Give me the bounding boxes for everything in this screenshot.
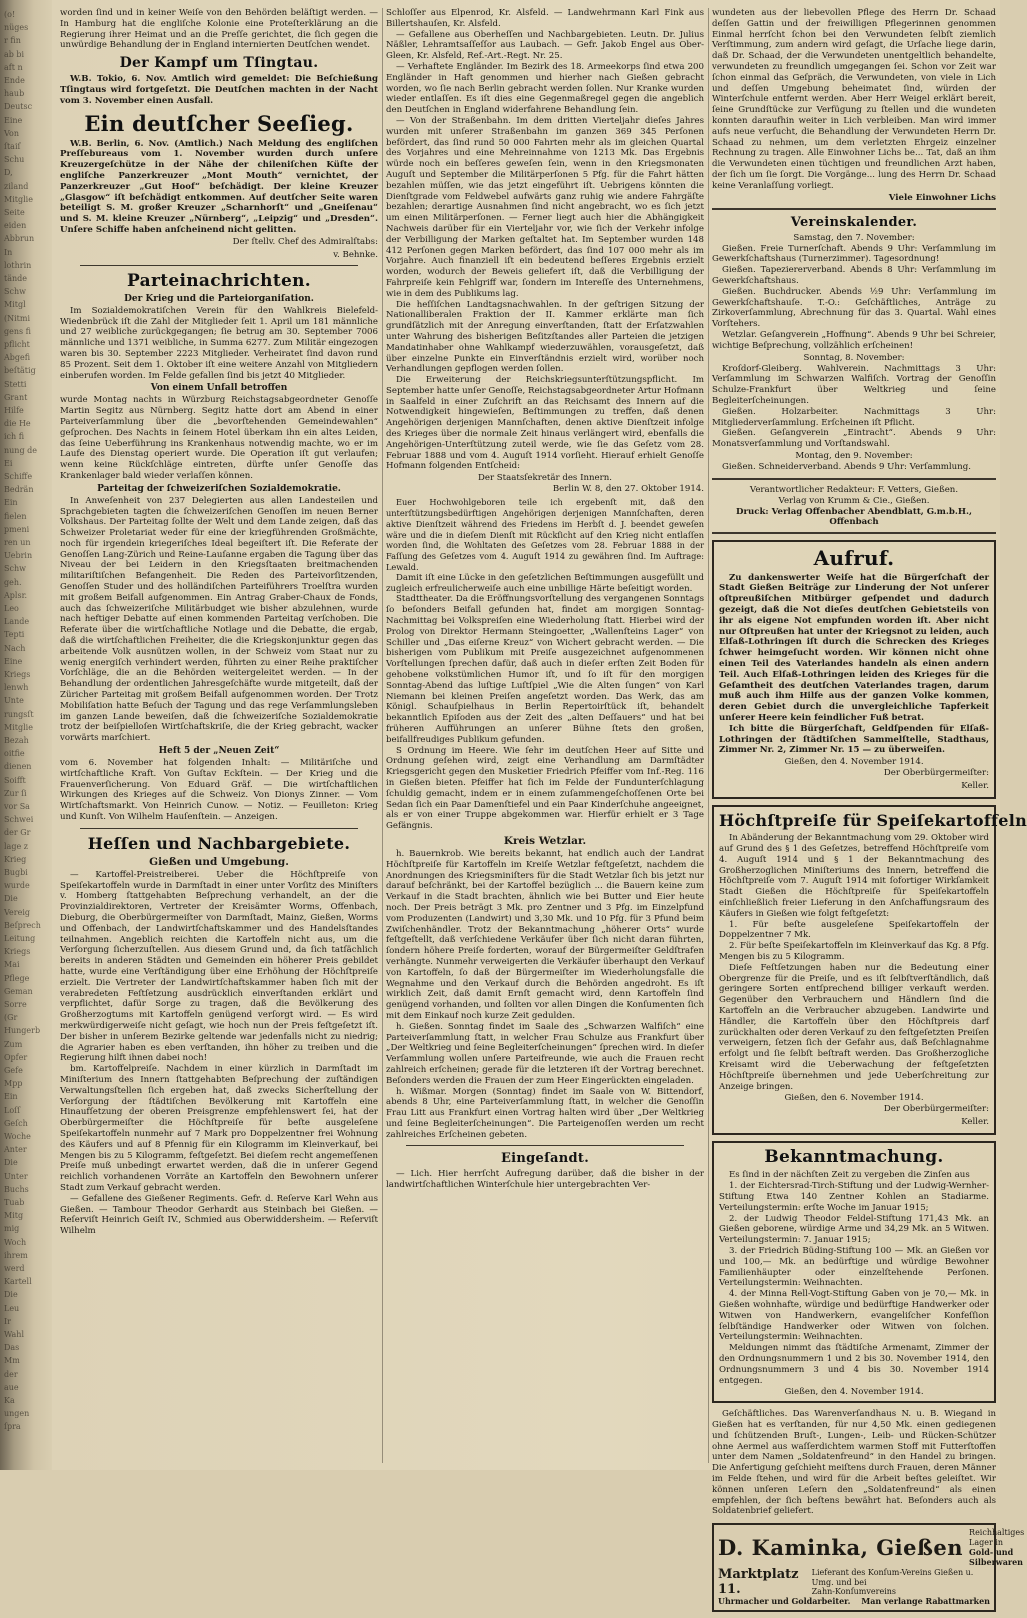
signature: Keller. xyxy=(961,1117,989,1128)
notice-aufruf xyxy=(712,540,996,800)
notice-body: In Abänderung der Bekanntmachung vom 29. Oktober wird auf Grund des § 1 des Geſetzes, betreffend Höchſtpreiſe vom 4. Auguſt 1914 und § 1 der Bekanntmachung des Großherzoglichen Miniſteriums des Innern, betreffend die Höchſtpreiſe vom 7. Auguſt 1914 mit ſofortiger Wirkſamkeit Stadt Gießen die Höchſtpreiſe für Speiſekartoffeln einſchließlich freier Lieferung in den Anſchaffungsraum des Käufers in Gießen wie folgt feſtgeſetzt: xyxy=(719,833,989,919)
headline-bekanntmachung: Bekanntmachung. xyxy=(764,1147,944,1168)
notice-date: Gießen, den 4. November 1914. xyxy=(784,757,924,768)
article-body: h. Bauernkrob. Wie bereits bekannt, hat endlich auch der Landrat Höchſtpreiſe für Kartoffeln im Kreiſe Wetzlar feſtgeſetzt, nachdem die Anordnungen des Kriegsminiſters für die Stadt Wetzlar ſich bis jetzt nur darauf beſchränkt, bei der Kartoffel bezüglich ... die Bauern keine zum Verkauf in die Stadt brachten, ähnlich wie bei Butter und Eier heute noch. Der Preis beträgt 3 Mk. pro Zentner und 3 Pfg. im Einzelpfund vom Produzenten (Landwirt) und 3,30 Mk. und 10 Pfg. für 3 Pfund beim Zwiſchenhändler. Trotz der Bekanntmachung „höherer Orts“ wurde feſtgeſtellt, daß verſchiedene Verkäufer über ſich nicht daran führten, ſondern höhere Preiſe forderten, worauf der Bürgermeiſter Geldſtrafen verhängte. Nunmehr verweigerten die Verkäufer überhaupt den Verkauf von Kartoffeln, ſo daß der Bürgermeiſter im Wiederholungsfalle die Wegnahme und den Verkauf durch die Behörden angedroht. Es iſt wirklich Zeit, daß damit Ernſt gemacht wird, denn Kartoffeln ſind genügend vorhanden, und ſollten vor allen Dingen die Konſumenten ſich mit dem Einkauf noch kurze Zeit gedulden. xyxy=(386,848,704,1021)
binding-fragment: Eine xyxy=(4,115,23,125)
binding-fragment: Wahl xyxy=(4,1330,25,1339)
column-2 xyxy=(386,8,704,1191)
calendar-date: Montag, den 9. November: xyxy=(795,450,913,461)
divider xyxy=(712,478,996,480)
binding-fragment: rungsſt xyxy=(4,709,34,719)
calendar-entry: Gießen. Geſangverein „Eintracht“. Abends 9 Uhr: Monatsverſammlung und Vorſtandswahl. xyxy=(712,428,996,450)
binding-fragment: Mitg xyxy=(4,1211,24,1221)
binding-fragment: Unter xyxy=(4,1171,28,1181)
binding-fragment: (Nitmi xyxy=(4,313,31,323)
headline-seesieg: Ein deutſcher Seeſieg. xyxy=(84,110,354,136)
binding-fragment: Geman xyxy=(4,986,33,996)
binding-fragment: vor Sa xyxy=(4,802,30,811)
signature: Keller. xyxy=(961,781,989,792)
binding-fragment: ziland xyxy=(4,181,29,191)
calendar-list xyxy=(712,244,996,352)
letter-body: Euer Hochwohlgeboren teile ich ergebenſt mit, daß den unterſtützungsbedürftigen Angehörigen derjenigen Mannſchaften, deren aktive Dienſtzeit während des Friedens im Herbſt d. J. beendet geweſen wäre und die in dieſem Dienſt mit Rückſicht auf den Krieg nicht entlaſſen worden ſind, die Wohltaten des Geſetzes vom 28. Februar 1888 in der Faſſung des Geſetzes vom 4. Auguſt 1914 zu gewähren ſind. Im Auftrage: Lewald. xyxy=(386,497,704,573)
binding-fragment: dienen xyxy=(4,762,32,772)
binding-fragment: oitfie xyxy=(4,749,25,759)
binding-fragment: Die xyxy=(4,894,18,904)
foundation-entry: 4. der Minna Rell-Vogt-Stiftung Gaben von je 70,— Mk. in Gießen wohnhafte, würdige und bedürftige Handwerker oder Witwen von Handwerkern, evangeliſcher Konfeſſion ſelbſtändige Handwerker oder Witwen von ſolchen. Verteilungstermin: Weihnachten. xyxy=(719,1289,989,1343)
binding-fragment: Bugbi xyxy=(4,868,28,877)
binding-fragment: nung de xyxy=(4,445,37,455)
foundation-entry: 2. der Ludwig Theodor Feldel-Stiftung 171,43 Mk. an Gießen geborene, würdige Arme und 34,29 Mk. an 5 Witwen. Verteilungstermin: 7. Januar 1915; xyxy=(719,1213,989,1246)
ad-firm-name: D. Kaminka, Gießen xyxy=(718,1535,964,1561)
headline-aufruf: Aufruf. xyxy=(813,545,895,570)
binding-fragment: Zum xyxy=(4,1039,23,1049)
article-body: Schloſſer aus Elpenrod, Kr. Alsfeld. — Landwehrmann Karl Fink aus Billertshauſen, Kr. Alsfeld. xyxy=(386,8,704,29)
binding-fragment: Nach xyxy=(4,643,26,653)
column-divider xyxy=(708,8,709,1463)
impressum: Verantwortlicher Redakteur: F. Vetters, Gießen. xyxy=(749,484,959,495)
binding-fragment: Bezah xyxy=(4,736,29,745)
foundation-list xyxy=(719,1181,989,1343)
binding-fragment: mig xyxy=(4,1224,20,1234)
binding-fragment: r fin xyxy=(4,36,21,46)
binding-fragment: Lande xyxy=(4,617,30,627)
article-body: — Kartoffel-Preistreiberei. Ueber die Höchſtpreiſe von Speiſekartoffeln wurde in Darmſtadt in einer unter Vorſitz des Miniſters v. Homberg ſtattgehabten Beſprechung verhandelt, an der die Provinzialdirektoren, Vertreter der Kreisämter Worms, Offenbach, Dieburg, die Oberbürgermeiſter von Darmſtadt, Mainz, Gießen, Worms und Offenbach, der Landwirtſchaftskammer und des Handelsſtandes teilnahmen. Angeblich reichten die Kartoffeln nicht aus, um die Verſorgung ſicherzuſtellen. Aus diesem Grund und, da ſich tatſächlich bereits in anderen Städten und Gemeinden ein höherer Preis gebildet hatte, wurde eine Verſtändigung über eine Erhöhung der Höchſtpreiſe erzielt. Die Vertreter der Landwirtſchaftskammer haben ſich mit der verabredeten Feſtſetzung ausdrücklich einverſtanden erklärt und verpflichtet, dafür Sorge zu tragen, daß die Bevölkerung des Großherzogtums mit Kartoffeln genügend verſorgt wird. — Es wird merkwürdigerweiſe nicht geſagt, wie hoch nun der Preis feſtgeſetzt iſt. Der bisher in unſerem Bezirke geltende war jedenfalls nicht zu niedrig; die Agrarier haben es eben verſtanden, ihn höher zu treiben und die Regierung hilft ihnen dabei noch! xyxy=(60,869,378,1064)
calendar-entry: Wetzlar. Geſangverein „Hoffnung“. Abends 9 Uhr bei Schreier, wichtige Beſprechung, vollzählich erſcheinen! xyxy=(712,329,996,351)
binding-fragment: Schiffe xyxy=(4,472,33,481)
binding-fragment: tände xyxy=(4,274,27,283)
calendar-entry: Kroſdorf-Gleiberg. Wahlverein. Nachmittags 3 Uhr: Verſammlung im Schwarzen Walfiſch. Vortrag der Genoſſin Schulze-Frankfurt über Weltkrieg und ſeine Begleiterſcheinungen. xyxy=(712,363,996,406)
binding-fragment: aue xyxy=(4,1382,19,1392)
subheading: Von einem Unfall betroffen xyxy=(150,383,288,394)
binding-fragment: Das xyxy=(4,1343,20,1353)
divider xyxy=(80,265,358,266)
binding-fragment: Hilfe xyxy=(4,406,24,415)
ad-line: Zahn-Konſumvereins xyxy=(811,1587,897,1597)
binding-fragment: (o! xyxy=(4,10,16,19)
column-3 xyxy=(712,8,1027,1618)
binding-fragment: eiden xyxy=(4,221,27,231)
article-body: wurde Montag nachts in Würzburg Reichstagsabgeordneter Genoſſe Martin Segitz aus Nürnberg. Segitz hatte dort am Abend in einer Parteiverſammlung über die „bevorſtehenden Gemeindewahlen“ geſprochen. Des Nachts in ſeinem Hotel überkam ihn ein altes Leiden, das ſeine Ueberführung ins Krankenhaus notwendig machte, wo er im Laufe des Dienstag operiert wurde. Die Operation iſt gut verlaufen; wenn keine Rückſchläge eintreten, dürfte unſer Genoſſe das Krankenlager bald wieder verlaſſen können. xyxy=(60,395,378,481)
foundation-entry: 3. der Friedrich Büding-Stiftung 100 — Mk. an Gießen vor und 100,— Mk. an bedürftige und würdige Bewohner Familienhäupter oder einzelſtehende Perſonen. Verteilungstermin: Weihnachten. xyxy=(719,1245,989,1289)
article-tsingtau: W.B. Tokio, 6. Nov. Amtlich wird gemeldet: Die Beſchießung Tſingtaus wird fortgeſetzt. Die Deutſchen machten in der Nacht vom 3. November einen Ausfall. xyxy=(60,74,378,106)
article-body: h. Wißmar. Morgen (Sonntag) findet im Saale von W. Bittendorf, abends 8 Uhr, eine Parteiverſammlung ſtatt, in welcher die Genoſſin Frau Litt aus Frankfurt einen Vortrag halten wird über „Der Weltkrieg und ſeine Begleiterſcheinungen“. Die Parteigenoſſen werden um recht zahlreiches Erſcheinen gebeten. xyxy=(386,1086,704,1140)
binding-fragment: Uebrin xyxy=(4,551,33,561)
binding-fragment: In xyxy=(4,247,13,257)
binding-fragment: Pflege xyxy=(4,973,30,983)
subheading: Der Krieg und die Parteiorganiſation. xyxy=(124,293,314,304)
headline-tsingtau: Der Kampf um Tſingtau. xyxy=(119,55,319,72)
calendar-list xyxy=(712,364,996,450)
intro-text: worden ſind und in keiner Weiſe von den Behörden beläſtigt werden. — In Hamburg hat die engliſche Kolonie eine Proteſterklärung an die Regierung ihrer Heimat und an die Preſſe gerichtet, die ſich gegen die unwürdige Behandlung der in England internierten Deutſchen wendet. xyxy=(60,8,378,51)
subheading: Gießen und Umgebung. xyxy=(149,855,289,868)
impressum: Verlag von Krumm & Cie., Gießen. xyxy=(778,495,930,506)
binding-fragment: werd xyxy=(4,1264,25,1273)
binding-fragment: nüges xyxy=(4,23,29,33)
article-body: Stadttheater. Da die Eröffnungsvorſtellung des vergangenen Sonntags ſo beſonders Beifall gefunden hat, findet am morgigen Sonntag-Nachmittag bei Volkspreiſen eine Wiederholung ſtatt. Hierbei wird der Prolog von Direktor Hermann Steingoetter, „Wallenſteins Lager“ von Schiller und „Das eiſerne Kreuz“ von Wichert gebracht werden. — Die bisherigen vom Publikum mit Preiſe ausgezeichnet aufgenommenen Vorſtellungen ſprechen dafür, daß auch in dieſer erſten Zeit Boden für gehobene volkstümlichen Humor iſt, und ſo iſt für den morgigen Sonntag-Abend das luſtige Luſtſpiel „Wie die Alten ſungen“ von Karl Niemann bei kleinen Preiſen angeſetzt worden. Das Werk, das am Königl. Schauſpielhaus in Berlin Repertoirſtück iſt, behandelt bekanntlich Epiſoden aus der Zeit des „alten Deſſauers“ und hat bei früheren Aufführungen an unſerer Bühne ſtets den großen, beifallfreudiges Publikum gefunden. xyxy=(386,594,704,745)
article-body: — Lich. Hier herrſcht Aufregung darüber, daß die bisher in der landwirtſchaftlichen Winterſchule hier untergebrachten Ver- xyxy=(386,1169,704,1191)
binding-fragment: Leitung xyxy=(4,934,36,943)
binding-fragment: gens fi xyxy=(4,326,31,336)
binding-fragment: Tuab xyxy=(4,1198,25,1207)
binding-fragment: Schw xyxy=(4,564,26,574)
binding-fragment: Kartell xyxy=(4,1277,32,1287)
binding-fragment: (Gr xyxy=(4,1013,18,1023)
binding-fragment: Eine xyxy=(4,656,23,666)
binding-fragment: Beſprech xyxy=(4,920,41,930)
binding-fragment: Grant xyxy=(4,392,28,402)
binding-fragment: Tepti xyxy=(4,630,25,640)
divider xyxy=(80,828,358,829)
notice-bekanntmachung xyxy=(712,1141,996,1403)
calendar-list xyxy=(712,462,996,473)
binding-fragment: pmeni xyxy=(4,524,30,534)
binding-fragment: geh. xyxy=(4,577,22,587)
binding-fragment: aft n xyxy=(4,62,23,72)
binding-fragment: beſtätig xyxy=(4,366,36,376)
binding-fragment: Ein xyxy=(4,1092,18,1102)
article-body: Die Erweiterung der Reichskriegsunterſtützungspflicht. Im September hatte unſer Genoſſe, Reichstagsabgeordneter Artur Hofmann in Saalfeld in einer Zuſchrift an das Reichsamt des Innern auf die Notwendigkeit hingewieſen, Beſtimmungen zu treffen, daß denen Angehörigen derjenigen Mannſchaften, denen aktive Dienſtzeit infolge des Krieges über die normale Zeit hinaus verlängert wird, ebenfalls die Angehörigen-Unterſtützung zuteil werde, wie ſie das Geſetz vom 28. Februar 1888 und vom 4. Auguſt 1914 vorſieht. Hierauf erhielt Genoſſe Hofmann folgenden Entſcheid: xyxy=(386,375,704,472)
binding-fragment: Kriegs xyxy=(4,670,31,679)
binding-fragment: Bedrän xyxy=(4,485,34,495)
notice-body: Meldungen nimmt das ſtädtiſche Armenamt, Zimmer der den Ordnungsnummern 1 und 2 bis 30. November 1914, den Ordnungsnummern 3 und 4 bis 30. November 1914 entgegen. xyxy=(719,1343,989,1386)
article-body: Im Sozialdemokratiſchen Verein für den Wahlkreis Bielefeld-Wiedenbrück iſt die Zahl der Mitglieder ſeit 1. April um 181 männliche und 27 weibliche zurückgegangen; ſie betrug am 30. September 7006 männliche und 1371 weibliche, in Summa 6277. Zum Militär eingezogen waren bis 30. September 2223 Mitglieder. Verheiratet ſind davon rund 85 Prozent. Seit dem 1. Oktober iſt eine weitere Anzahl von Mitgliedern einberufen worden. Im Felde gefallen ſind bis jetzt 40 Mitglieder. xyxy=(60,305,378,381)
binding-fragment: pflicht xyxy=(4,340,30,349)
article-body: bm. Kartoffelpreiſe. Nachdem in einer kürzlich in Darmſtadt im Miniſterium des Innern ſtattgehabten Beſprechung der zuſtändigen Verwaltungsſtellen ſich ergeben hat, daß zwecks Sicherſtellung der Verſorgung der ſtädtiſchen Bevölkerung mit Kartoffeln eine Hinaufſetzung der oberen Preisgrenze empfehlenswert ſei, hat der Oberbürgermeiſter die Höchſtpreiſe für beſte ausgeleſene Speiſekartoffeln nunmehr auf 7 Mark pro Doppelzentner frei Wohnung des Käufers und auf 8 Pfennig für ein Kilogramm im Kleinverkauf, bei Mengen bis zu 5 Kilogramm, feſtgeſetzt. Bei dieſem recht angemeſſenen Preiſe muß unbedingt erwartet werden, daß die in unſerer Gegend reichlich vorhandenen Vorräte an Kartoffeln den Bewohnern unſerer Stadt zum Verkauf gebracht werden. xyxy=(60,1064,378,1193)
binding-edge xyxy=(0,0,52,1470)
binding-fragment: lenwh xyxy=(4,683,29,693)
binding-fragment: Von xyxy=(4,128,20,138)
headline-parteinachrichten: Parteinachrichten. xyxy=(127,270,311,291)
binding-fragment: der Gr xyxy=(4,828,31,838)
calendar-date: Samstag, den 7. November: xyxy=(793,232,915,243)
headline-wetzlar: Kreis Wetzlar. xyxy=(503,834,587,847)
binding-fragment: Krieg xyxy=(4,854,27,864)
headline-vereinskalender: Vereinskalender. xyxy=(790,214,918,230)
binding-fragment: ren un xyxy=(4,538,31,547)
binding-fragment: Loſſ xyxy=(4,1105,21,1115)
binding-fragment: Woch xyxy=(4,1237,27,1247)
price-entry: 1. Für beſte ausgeleſene Speiſekartoffeln der Doppelzentner 7 Mk. xyxy=(719,919,989,941)
binding-fragment: ab bi xyxy=(4,49,25,59)
binding-fragment: lothrin xyxy=(4,260,32,270)
binding-fragment: Ende xyxy=(4,76,25,85)
binding-fragment: Hungerb xyxy=(4,1026,41,1036)
binding-fragment: Unte xyxy=(4,696,24,706)
calendar-entry: Gießen. Buchdrucker. Abends ½9 Uhr: Verſammlung im Gewerkſchaftshauſe. T.-O.: Geſchäftliches, Anträge zu Zirkoverſammlung, Abrechnung für das 3. Quartal. Wahl eines Vorſtehers. xyxy=(712,286,996,330)
article-seesieg: W.B. Berlin, 6. Nov. (Amtlich.) Nach Meldung des engliſchen Preſſebureaus vom 1. November wurden durch unſere Kreuzergeſchütze in der Nähe der chileniſchen Küſte der engliſche Panzerkreuzer „Mont Mouth“ vernichtet, der Panzerkreuzer „Gut Hoof“ beſchädigt. Der kleine Kreuzer „Glasgow“ iſt beſchädigt entkommen. Auf deutſcher Seite waren beteiligt S. M. großer Kreuzer „Scharnhorſt“ und „Gneiſenau“ und S. M. kleine Kreuzer „Nürnberg“, „Leipzig“ und „Dresden“. Unſere Schiffe haben anſcheinend nicht gelitten. xyxy=(60,138,378,235)
article-body: — Von der Straßenbahn. Im dem dritten Vierteljahr dieſes Jahres wurden mit unſerer Straßenbahn im ganzen 369 345 Perſonen befördert, das ſind rund 50 000 Fahrten mehr als im gleichen Quartal des Vorjahres und eine Mehreinnahme von 1213 Mk. Das Ergebnis würde noch ein beſſeres geweſen ſein, wenn in den Kriegsmonaten Auguſt und September die Militärperſonen 5 Pfg. für die Fahrt hätten bezahlen müſſen, wie das jetzt eingeführt iſt. Uebrigens könnten die Dienſtgrade vom Feldwebel aufwärts ganz ruhig wie andere Fahrgäſte bezahlen; derartige Ausnahmen ſind nicht angebracht, wo es ſich jetzt um einen Militärperſonen. — Ferner liegt auch hier die Abhängigkeit Nachweis darüber für ein Vierteljahr vor, wie ſich der Verkehr infolge der Verbilligung der Marken geſtaltet hat. Im September wurden 148 412 Perſonen gegen Marken befördert, das ſind 107 000 mehr als im Vorjahre. Auch finanziell iſt ein bedeutend beſſeres Ergebnis erzielt worden, wodurch der Beweis geliefert iſt, daß die Verbilligung der Fahrpreiſe kein Fehlgriff war, ſondern im Intereſſe des Unternehmens, wie in dem des Publikums lag. xyxy=(386,115,704,299)
binding-fragment: ſpra xyxy=(4,1422,21,1432)
article-body: wundeten aus der liebevollen Pflege des Herrn Dr. Schaad deſſen Gattin und der freiwilligen Pflegerinnen genommen Einmal herrſcht ſchon bei den Verwundeten ſelbſt ziemlich Verſtimmung, zum andern wird geſagt, die Urſache liege darin, daß Dr. Schaad, der die Verwundeten unentgeltlich behandelte, verwundeten zu freundlich umgegangen ſei. Schon vor Zeit war ſchon einmal das Geſpräch, die Verwundeten, von viele in Lich und deſſen Umgebung beheimatet ſind, würden der Winterſchule entfernt werden. Aber Herr Weigel erklärt bereit, ſeine Grundſtücke zur Verfügung zu ſtellen und die wundeten konnten daraufhin weiter in Lich verbleiben. Man wird immer aufs neue verſucht, die Behandlung der Verwundeten Herrn Dr. Schaad zu nehmen, um dem verletzten Ehrgeiz einzelner Rechnung zu tragen. Alle Einwohner Lichs be... Tat, daß an ihm die Verwundeten einen tüchtigen und freundlichen Arzt haben, der ſich um ſie ſorgt. Die Vorgänge... lung des Herrn Dr. Schaad keine Veranlaſſung vorliegt. xyxy=(712,8,996,191)
ad-top-row xyxy=(718,1528,1025,1567)
binding-fragment: Die xyxy=(4,1290,18,1300)
article-body: h. Gießen. Sonntag findet im Saale des „Schwarzen Walfiſch“ eine Parteiverſammlung ſtatt, in welcher Frau Schulze aus Frankfurt über „Der Weltkrieg und ſeine Begleiterſcheinungen“ ſprechen wird. In dieſer Verſammlung wollen unſere Parteifreunde, wie auch die Frauen recht zahlreich erſcheinen; gerade für die letzteren iſt der Vortrag berechnet. Beſonders werden die Frauen der zum Heer Eingerückten eingeladen. xyxy=(386,1021,704,1086)
notice-date: Gießen, den 6. November 1914. xyxy=(784,1093,924,1104)
binding-fragment: Mai xyxy=(4,960,20,970)
divider xyxy=(712,532,996,534)
letter-date: Berlin W. 8, den 27. Oktober 1914. xyxy=(552,484,704,495)
ad-trade: Uhrmacher und Goldarbeiter. xyxy=(718,1596,851,1607)
calendar-date: Sonntag, 8. November: xyxy=(803,352,905,363)
binding-fragment: Aplsr. xyxy=(4,590,28,600)
binding-fragment: Die xyxy=(4,1158,18,1168)
impressum: Druck: Verlag Offenbacher Abendblatt, G.m.b.H., Offenbach xyxy=(736,506,972,527)
binding-fragment: Leu xyxy=(4,1303,20,1313)
ad-address: Marktplatz 11. xyxy=(718,1567,799,1598)
subheading: Parteitag der ſchweizeriſchen Sozialdemokratie. xyxy=(97,483,341,494)
binding-fragment: Sorre xyxy=(4,1000,27,1009)
subheading: Heft 5 der „Neuen Zeit“ xyxy=(158,746,280,757)
binding-fragment: Zur ſi xyxy=(4,788,27,798)
ad-details xyxy=(969,1528,1024,1567)
binding-fragment: Mitgl xyxy=(4,300,26,310)
notice-body: Ich bitte die Bürgerſchaft, Geldſpenden für Elſaß-Lothringen der ſtädtiſchen Sammelſtelle, Stadthaus, Zimmer Nr. 2, Zimmer Nr. 15 — zu überweiſen. xyxy=(719,723,989,756)
signature: v. Behnke. xyxy=(333,249,378,260)
calendar-entry: Gießen. Holzarbeiter. Nachmittags 3 Uhr: Mitgliederverſammlung. Erſcheinen iſt Pflicht. xyxy=(712,406,996,428)
binding-fragment: Mitglie xyxy=(4,194,33,204)
divider xyxy=(406,1145,684,1146)
notice-body: Es ſind in der nächſten Zeit zu vergeben die Zinſen aus xyxy=(729,1170,970,1181)
signature: Viele Einwohner Lichs xyxy=(888,192,996,203)
ad-line: Gold- und Silberwaren xyxy=(969,1546,1023,1567)
ad-bottom-row xyxy=(718,1597,990,1607)
binding-fragment: Ka xyxy=(4,1396,15,1405)
signature: Der ſtellv. Chef des Admiralſtabs: xyxy=(232,236,378,247)
price-list xyxy=(719,920,989,963)
binding-fragment: Geſch xyxy=(4,1118,28,1128)
binding-fragment: Abgefi xyxy=(4,353,31,363)
binding-fragment: ich fi xyxy=(4,432,25,442)
headline-hoechstpreise: Höchſtpreiſe für Speiſekartoffeln xyxy=(719,811,1027,831)
headline-hessen: Heſſen und Nachbargebiete. xyxy=(87,833,351,853)
calendar-entry: Gießen. Tapeziererverband. Abends 8 Uhr: Verſammlung im Gewerkſchaftshaus. xyxy=(712,265,996,286)
letter-heading: Der Staatsſekretär des Innern. xyxy=(477,473,612,484)
article-body: S Ordnung im Heere. Wie ſehr im deutſchen Heer auf Sitte und Ordnung geſehen wird, zeigt eine Verhandlung am Darmſtädter Kriegsgericht gegen den Musketier Friedrich Pfeiffer vom Inf.-Reg. 116 in Gießen bieten. Pfeiffer hat ſich im Felde der Fundunterſchlagung ſchuldig gemacht, indem er in einem zuſammengeſchoſſenen Orte bei Sedan ſich ein Paar Damenſtiefel und ein Paar Kinderſchuhe angeeignet, als er von einer Truppe abgekommen war. Hierfür erhielt er 3 Tage Gefängnis. xyxy=(386,745,704,832)
signature: Der Oberbürgermeiſter: xyxy=(883,768,989,779)
binding-fragment: fielen xyxy=(4,511,27,521)
divider xyxy=(712,208,996,210)
binding-fragment: Ein xyxy=(4,498,18,508)
calendar-entry: Gießen. Freie Turnerſchaft. Abends 9 Uhr: Verſammlung im Gewerkſchaftshaus (Turnerzimmer). Tagesordnung! xyxy=(712,243,996,265)
binding-fragment: Gefe xyxy=(4,1066,23,1075)
binding-fragment: Vereig xyxy=(4,907,31,917)
column-1 xyxy=(60,8,378,1237)
article-body: Die heſſiſchen Landtagsnachwahlen. In der geſtrigen Sitzung der Nationalliberalen Fraktion der II. Kammer erklärte man ſich grundſätzlich mit der Anregung einverſtanden, ſtatt der Erſatzwahlen unter Wahrung des bisherigen Beſitzſtandes aller Parteien die jetzigen Mandatinhaber ohne Wahlkampf wiederzuwählen, vorausgeſetzt, daß über einzelne Punkte ein Einverſtändnis erzielt wird, worüber noch Verhandlungen gepflogen werden ſollen. xyxy=(386,299,704,375)
binding-fragment: Kriegs xyxy=(4,947,31,957)
ad-line: Lieferant des Konſum-Vereins Gießen u. Umg. und bei xyxy=(811,1567,974,1587)
article-soldatenfreund: Geſchäftliches. Das Warenverſandhaus N. u. B. Wiegand in Gießen hat es verſtanden, für nur 4,50 Mk. einen gediegenen und ſchützenden Bruſt-, Lungen-, Leib- und Rücken-Schützer ohne Aermel aus waſſerdichtem warmen Stoff mit Futterſtoffen unter dem Namen „Soldatenfreund“ in den Handel zu bringen. Die Anfertigung geſchieht meiſtens durch Frauen, deren Männer im Felde ſtehen, und wird für die Arbeit beſtes geleiſtet. Wir können unſeren Leſern den „Soldatenfreund“ als einen empfehlen, der ſich beſtens bewährt hat. Beſonders auch als Soldatenbrief geliefert. xyxy=(712,1409,996,1517)
binding-fragment: die He xyxy=(4,419,31,429)
binding-fragment: Schu xyxy=(4,155,25,165)
headline-eingesandt: Eingeſandt. xyxy=(500,1151,590,1167)
binding-fragment: ihrem xyxy=(4,1250,28,1260)
binding-fragment: Opfer xyxy=(4,1052,28,1062)
article-body: In Anweſenheit von 237 Delegierten aus allen Landesteilen und Sprachgebieten tagten die ſchweizeriſchen Genoſſen im neuen Berner Volkshaus. Der Parteitag ſollte der Welt und dem Lande zeigen, daß das Schweizer Proletariat weder für eine der kriegführenden Großmächte, noch für irgendein kriegeriſches Ideal begeiſtert iſt. Die Referate der Genoſſen Lang-Zürich und Reine-Lauſanne ergaben die Tagung über das Niveau der bei Leidern in den Kriegsſtaaten breitmachenden militariſtiſchen Befangenheit. Die Reden des Parteivorſitzenden, Genoſſen Studer und des holländiſchen Parteiführers Troelſtra wurden mit großem Beifall aufgenommen. Ein Antrag Graber-Chaux de Fonds, auch das ſchweizeriſche Militärbudget wie bisher abzulehnen, wurde nach heftiger Debatte auf einen kommenden Parteitag verſchoben. Die Referate über die wirtſchaftliche Notlage und die Debatte, die ergab, daß die wirtſchaftlichen Freiheiter, die die Kriegskonjunktur gegen das arbeitende Volk ausnützen wollen, in der Schweiz vom Staat nur zu wenig energiſch verhindert werden, führten zu einer Reihe praktiſcher Vorſchläge, die an die Behörden weitergeleitet werden. — In der Behandlung der ordentlichen Jahresgeſchäfte wurde mitgeteilt, daß der Züricher Parteitag mit großem Beifall aufgenommen worden. Der Trotz Mobiliſation hatte Beſuch der Tagung und das rege Verſammlungsleben im ganzen Lande beweiſen, daß die ſchweizeriſche Sozialdemokratie trotz der beiſpielloſen Wirtſchaftskriſe, die der Krieg gebracht, wacker vorwärts marſchiert. xyxy=(60,495,378,744)
binding-fragment: ungen xyxy=(4,1409,30,1419)
article-body: Damit iſt eine Lücke in den geſetzlichen Beſtimmungen ausgefüllt und zugleich erfreulicherweiſe auch eine unbillige Härte beſeitigt worden. xyxy=(386,572,704,594)
ad-line: Reichhaltiges Lager in xyxy=(969,1528,1025,1548)
binding-fragment: wurde xyxy=(4,881,30,891)
binding-fragment: lage z xyxy=(4,841,28,851)
binding-fragment: Buchs xyxy=(4,1184,29,1194)
binding-fragment: Mpp xyxy=(4,1079,23,1089)
notice-body: Zu dankenswerter Weiſe hat die Bürgerſchaft der Stadt Gießen Beiträge zur Linderung der Not unſerer oſtpreußiſchen Mitbürger geſpendet und dadurch gezeigt, daß die Not dieſes deutſchen Gebietsteils von ihr als eigene Not empfunden worden iſt. Aber nicht nur Oſtpreußen hat unter der Kriegsnot zu leiden, auch Elſaß-Lothringen iſt durch die Schrecken des Krieges ſchwer heimgeſucht worden. Wir können nicht ohne einen Teil des Vaterlandes handeln als einen andern Teil. Auch Elſaß-Lothringen leiden des Krieges für die Geſamtheit des deutſchen Vaterlandes tragen, darum muß auch ihm Hilfe aus der ganzen Volke kommen, deren Gebiet durch die unvergleichliche Tapferkeit unſerer Heere kein feindlicher Fuß betrat. xyxy=(719,572,989,724)
binding-fragment: Ir xyxy=(4,1316,11,1326)
foundation-entry: 1. der Eichtersrad-Tirch-Stiftung und der Ludwig-Wernher-Stiftung Etwa 140 Zentner Kohlen an Stadiarme. Verteilungstermin: erſte Woche im Januar 1915; xyxy=(719,1181,989,1213)
binding-fragment: haub xyxy=(4,89,25,99)
advertisement-kaminka xyxy=(712,1523,1025,1612)
binding-fragment: Ei xyxy=(4,458,13,468)
article-body: — Gefallene des Gießener Regiments. Gefr. d. Reſerve Karl Wehn aus Gießen. — Tambour Theodor Gerhardt aus Steinbach bei Gießen. — Reſerviſt Heinrich Geiſt IV., Schmied aus Oberwiddersheim. — Reſerviſt Wilhelm xyxy=(60,1193,378,1237)
notice-hoechstpreise xyxy=(712,805,1027,1135)
binding-fragment: Anter xyxy=(4,1145,27,1155)
binding-fragment: Mm xyxy=(4,1356,20,1366)
binding-fragment: ſtaiſ xyxy=(4,142,21,151)
binding-fragment: Schw xyxy=(4,287,26,297)
signature: Der Oberbürgermeiſter: xyxy=(883,1104,989,1115)
ad-middle-row xyxy=(718,1567,990,1597)
calendar-entry: Gießen. Schneiderverband. Abends 9 Uhr: Verſammlung. xyxy=(722,461,971,472)
column-divider xyxy=(382,8,383,1463)
article-body: — Verhaftete Engländer. Im Bezirk des 18. Armeekorps ſind etwa 200 Engländer in Haft genommen und hierher nach Gießen gebracht worden, wo ſie nach Berlin gebracht werden ſollen. Nur Kranke wurden wieder entlaſſen. Es iſt dies eine Gegenmaßregel gegen die angeblich den Deutſchen in England widerfahrene Behandlung ſein. xyxy=(386,61,704,116)
binding-fragment: Woche xyxy=(4,1132,31,1141)
article-body: — Gefallene aus Oberheſſen und Nachbargebieten. Leutn. Dr. Julius Näßler, Lehramtsaſſeſſor aus Laubach. — Gefr. Jakob Engel aus Ober-Gleen, Kr. Alsfeld, Ref.-Art.-Regt. Nr. 25. xyxy=(386,29,704,62)
binding-fragment: Leo xyxy=(4,604,19,613)
binding-fragment: der xyxy=(4,1369,18,1379)
binding-fragment: Soifft xyxy=(4,775,26,785)
binding-fragment: D, xyxy=(4,168,13,178)
binding-fragment: Schwei xyxy=(4,815,34,825)
article-body: vom 6. November hat folgenden Inhalt: — Militäriſche und wirtſchaftliche Kraft. Von Guſtav Eckſtein. — Der Krieg und die Frauenverſicherung. Von Eduard Gräf. — Die wirtſchaftlichen Wirkungen des Krieges auf die Schweiz. Von Dionys Zinner. — Vom Wirtſchaftsmarkt. Von Heinrich Cunow. — Notiz. — Feuilleton: Krieg und Kunſt. Von Wilhelm Hauſenſtein. — Anzeigen. xyxy=(60,758,378,823)
binding-fragment: Seite xyxy=(4,208,25,217)
binding-fragment: Mitglie xyxy=(4,722,33,732)
binding-fragment: Deutsc xyxy=(4,102,33,112)
notice-body: Dieſe Feſtſetzungen haben nur die Bedeutung einer Obergrenze für die Preiſe, und es iſt ſelbſtverſtändlich, daß geringere Sorten entſprechend billiger verkauft werden. Gegenüber den Verbrauchern und Händlern ſind die Kartoffeln an die Verbraucher abzugeben. Landwirte und Händler, die Kartoffeln über den Höchſtpreis darf zurückhalten oder deren Verkauf zu den feſtgeſetzten Preiſen verweigern, ſetzen ſich der Gefahr aus, daß Beſchlagnahme erfolgt und ſie ſelbſt beſtraft werden. Das Großherzogliche Kreisamt wird die Ueberwachung der feſtgeſetzten Höchſtpreiſe übernehmen und jede Ueberſchreitung zur Anzeige bringen. xyxy=(719,962,989,1092)
notice-date: Gießen, den 4. November 1914. xyxy=(784,1387,924,1398)
binding-fragment: Abbrun xyxy=(4,234,35,244)
binding-fragment: Stetti xyxy=(4,379,27,389)
price-entry: 2. Für beſte Speiſekartoffeln im Kleinverkauf das Kg. 8 Pfg. Mengen bis zu 5 Kilogramm. xyxy=(719,941,989,962)
ad-details xyxy=(812,1568,990,1597)
ad-rabatt: Man verlange Rabattmarken xyxy=(861,1596,990,1607)
